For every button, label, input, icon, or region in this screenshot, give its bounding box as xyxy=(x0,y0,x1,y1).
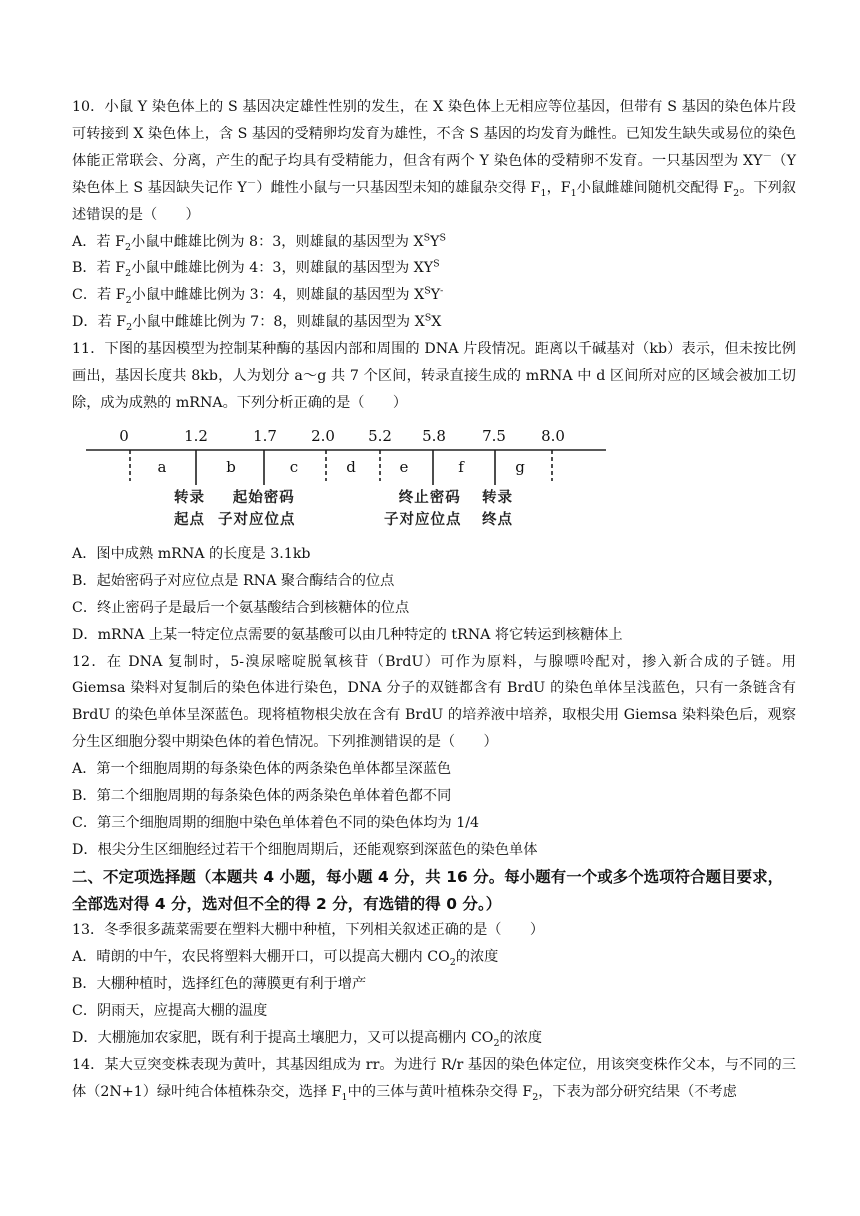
question-12-option-b: B．第二个细胞周期的每条染色体的两条染色单体着色都不同 xyxy=(72,788,452,805)
segment-b: b xyxy=(226,457,236,476)
question-11-option-d: D．mRNA 上某一特定位点需要的氨基酸可以由几种特定的 tRNA 将它转运到核糖体上 xyxy=(72,626,623,643)
question-13-option-a: A．晴朗的中午，农民将塑料大棚开口，可以提高大棚内 $CO_2$的浓度 xyxy=(72,949,499,969)
question-10-option-c: C．若 $F_2$小鼠中雌雄比例为 3：4，则雄鼠的基因型为 $X^SY^-$ xyxy=(72,285,444,307)
question-12-option-a: A．第一个细胞周期的每条染色体的两条染色单体都呈深蓝色 xyxy=(72,761,452,778)
tick-label-7-5: 7.5 xyxy=(482,426,506,445)
segment-f: f xyxy=(458,457,464,476)
gene-model-diagram xyxy=(72,425,796,537)
question-14-stem: 14．某大豆突变株表现为黄叶，其基因组成为 rr。为进行 R/r 基因的染色体定位，用该突变株作父本，与不同的三体（2N+1）绿叶纯合体植株杂交，选择 $F_1$中的三体与黄叶植株杂交得 $F_2$，下表为部分研究结果（不考虑 xyxy=(72,1056,796,1103)
segment-d: d xyxy=(346,457,356,476)
question-12-stem: 12．在 DNA 复制时，5-溴尿嘧啶脱氧核苷（BrdU）可作为原料，与腺嘌呤配对，掺入新合成的子链。用 Giemsa 染料对复制后的染色体进行染色，DNA 分子的双链都含有 BrdU 的染色单体呈浅蓝色，只有一条链含有 BrdU 的染色单体呈深蓝色。现将植物根尖放在含有 BrdU 的培养液中培养，取根尖用 Giemsa 染料染色后，观察分生区细胞分裂中期染色体的着色情况。下列推测错误的是（ ） xyxy=(72,653,796,751)
question-11-option-c: C．终止密码子是最后一个氨基酸结合到核糖体的位点 xyxy=(72,599,410,616)
segment-g: g xyxy=(515,457,525,476)
exam-page xyxy=(72,94,796,1106)
tick-label-5-8: 5.8 xyxy=(422,426,446,445)
question-11-stem: 11．下图的基因模型为控制某种酶的基因内部和周围的 DNA 片段情况。距离以千碱基对（kb）表示，但未按比例画出，基因长度共 8kb，人为划分 a～g 共 7 个区间，转录直接生成的 mRNA 中 d 区间所对应的区域会被加工切除，成为成熟的 mRNA。下列分析正确的是（ ） xyxy=(72,341,796,411)
segment-e: e xyxy=(399,457,409,476)
label-stop-codon-site: 终止密码 子对应位点 xyxy=(384,489,462,528)
question-13-option-d: D．大棚施加农家肥，既有利于提高土壤肥力，又可以提高棚内 $CO_2$的浓度 xyxy=(72,1029,543,1049)
question-10-option-a: A．若 $F_2$小鼠中雌雄比例为 8：3，则雄鼠的基因型为 $X^SY^S$ xyxy=(72,231,446,253)
question-11-option-a: A．图中成熟 mRNA 的长度是 3.1kb xyxy=(72,545,311,562)
label-transcription-start: 转录 起点 xyxy=(174,489,205,528)
question-10-option-d: D．若 $F_2$小鼠中雌雄比例为 7：8，则雄鼠的基因型为 $X^SX$ xyxy=(72,312,442,334)
section-2-heading: 二、不定项选择题（本题共 4 小题，每小题 4 分，共 16 分。每小题有一个或多个选项符合题目要求，全部选对得 4 分，选对但不全的得 2 分，有选错的得 0 分。） xyxy=(72,867,784,913)
tick-label-1-7: 1.7 xyxy=(253,426,277,445)
question-11-option-b: B．起始密码子对应位点是 RNA 聚合酶结合的位点 xyxy=(72,572,395,589)
question-13-option-c: C．阴雨天，应提高大棚的温度 xyxy=(72,1003,268,1020)
question-13-option-b: B．大棚种植时，选择红色的薄膜更有利于增产 xyxy=(72,976,367,993)
question-12-option-c: C．第三个细胞周期的细胞中染色单体着色不同的染色体均为 1/4 xyxy=(72,814,480,831)
segment-c: c xyxy=(289,457,299,476)
question-12-option-d: D．根尖分生区细胞经过若干个细胞周期后，还能观察到深蓝色的染色单体 xyxy=(72,841,538,858)
tick-label-8-0: 8.0 xyxy=(541,426,565,445)
segment-a: a xyxy=(157,457,167,476)
tick-label-2-0: 2.0 xyxy=(311,426,335,445)
label-start-codon-site: 起始密码 子对应位点 xyxy=(218,489,296,528)
question-10-option-b: B．若 $F_2$小鼠中雌雄比例为 4：3，则雄鼠的基因型为 $XY^S$ xyxy=(72,258,440,280)
question-10-stem: 10．小鼠 Y 染色体上的 S 基因决定雄性性别的发生，在 X 染色体上无相应等位基因，但带有 S 基因的染色体片段可转接到 X 染色体上，含 S 基因的受精卵均发育为雄性，不含 S 基因的均发育为雌性。已知发生缺失或易位的染色体能正常联会、分离，产生的配子均具有受精能力，但含有两个 Y 染色体的受精卵不发育。一只基因型为 XY－（Y 染色体上 S 基因缺失记作 Y－）雌性小鼠与一只基因型未知的雄鼠杂交得 $F_1$，$F_1$小鼠雌雄间随机交配得 $F_2$。下列叙述错误的是（ ） xyxy=(72,99,796,223)
tick-label-1-2: 1.2 xyxy=(184,426,208,445)
tick-label-5-2: 5.2 xyxy=(368,426,392,445)
tick-label-0: 0 xyxy=(119,426,129,445)
label-transcription-end: 转录 终点 xyxy=(482,489,513,528)
question-13-stem: 13．冬季很多蔬菜需要在塑料大棚中种植，下列相关叙述正确的是（ ） xyxy=(72,922,545,939)
